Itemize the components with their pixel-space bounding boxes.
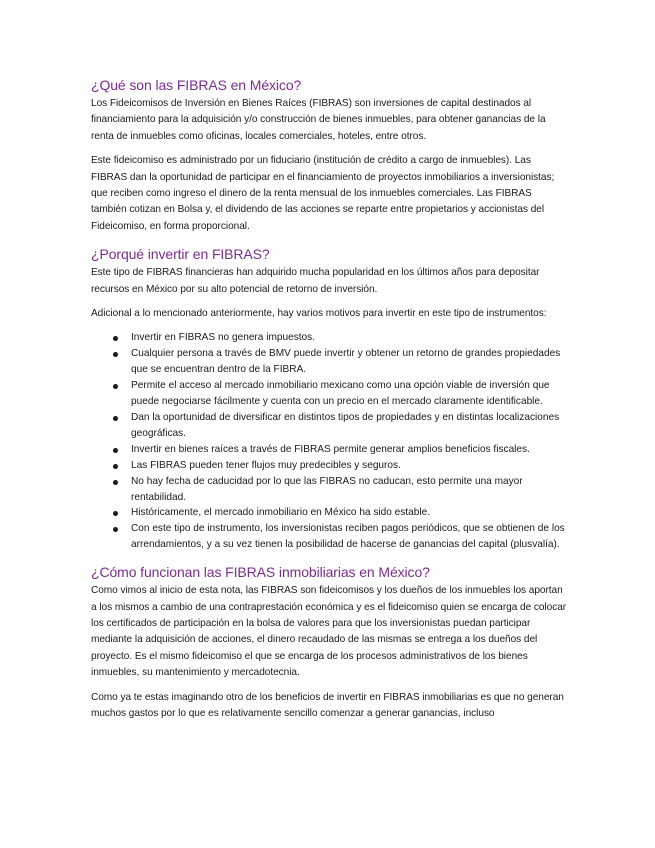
section-porque-invertir	[91, 245, 567, 553]
section-como-funcionan	[91, 563, 567, 722]
section-heading: ¿Cómo funcionan las FIBRAS inmobiliarias en México?	[91, 564, 430, 581]
list-item: Invertir en bienes raíces a través de FIBRAS permite generar amplios beneficios fiscales.	[131, 442, 567, 458]
list-item: Históricamente, el mercado inmobiliario en México ha sido estable.	[131, 505, 567, 521]
paragraph: Adicional a lo mencionado anteriormente, hay varios motivos para invertir en este tipo de instrumentos:	[91, 308, 547, 320]
paragraph: Este fideicomiso es administrado por un fiduciario (institución de crédito a cargo de inmuebles). Las FIBRAS dan la oportunidad de participar en el financiamiento de proyectos inmobiliarios a inversionistas; que reciben como ingreso el dinero de la renta mensual de los inmuebles comerciales. Las FIBRAS también cotizan en Bolsa y, el dividendo de las acciones se reparte entre propietarios y accionistas del Fideicomiso, en forma proporcional.	[91, 155, 555, 232]
list-item: Permite el acceso al mercado inmobiliario mexicano como una opción viable de inversión que puede negociarse fácilmente y cuenta con un precio en el mercado claramente identificable.	[131, 378, 567, 410]
paragraph: Este tipo de FIBRAS financieras han adquirido mucha popularidad en los últimos años para depositar recursos en México por su alto potencial de retorno de inversión.	[91, 267, 540, 295]
list-item: Invertir en FIBRAS no genera impuestos.	[131, 330, 567, 346]
list-item: Las FIBRAS pueden tener flujos muy predecibles y seguros.	[131, 458, 567, 474]
paragraph: Como vimos al inicio de esta nota, las FIBRAS son fideicomisos y los dueños de los inmuebles los aportan a los mismos a cambio de una contraprestación económica y es el fideicomiso quien se encarga de colocar los certificados de participación en la bolsa de valores para que los inversionistas puedan participar mediante la adquisición de acciones, el dinero recaudado de las mismas se entrega a los dueños del proyecto. Es el mismo fideicomiso el que se encarga de los procesos administrativos de los bienes inmuebles, su mantenimiento y mercadotecnia.	[91, 585, 567, 679]
list-item: Dan la oportunidad de diversificar en distintos tipos de propiedades y en distintas localizaciones geográficas.	[131, 410, 567, 442]
reasons-list	[91, 330, 567, 553]
paragraph: Los Fideicomisos de Inversión en Bienes Raíces (FIBRAS) son inversiones de capital destinados al financiamiento para la adquisición y/o construcción de bienes inmuebles, para obtener ganancias de la renta de inmuebles como oficinas, locales comerciales, hoteles, entre otros.	[91, 98, 546, 142]
section-heading: ¿Qué son las FIBRAS en México?	[91, 77, 302, 93]
list-item: Cualquier persona a través de BMV puede invertir y obtener un retorno de grandes propiedades que se encuentran dentro de la FIBRA.	[131, 346, 567, 378]
section-que-son	[91, 76, 567, 235]
section-heading: ¿Porqué invertir en FIBRAS?	[91, 246, 270, 263]
list-item: Con este tipo de instrumento, los inversionistas reciben pagos periódicos, que se obtienen de los arrendamientos, y a su vez tienen la posibilidad de hacerse de ganancias del capital (plusvalía).	[131, 521, 567, 553]
paragraph: Como ya te estas imaginando otro de los beneficios de invertir en FIBRAS inmobiliarias es que no generan muchos gastos por lo que es relativamente sencillo comenzar a generar ganancias, incluso	[91, 691, 564, 719]
list-item: No hay fecha de caducidad por lo que las FIBRAS no caducan, esto permite una mayor rentabilidad.	[131, 474, 567, 506]
